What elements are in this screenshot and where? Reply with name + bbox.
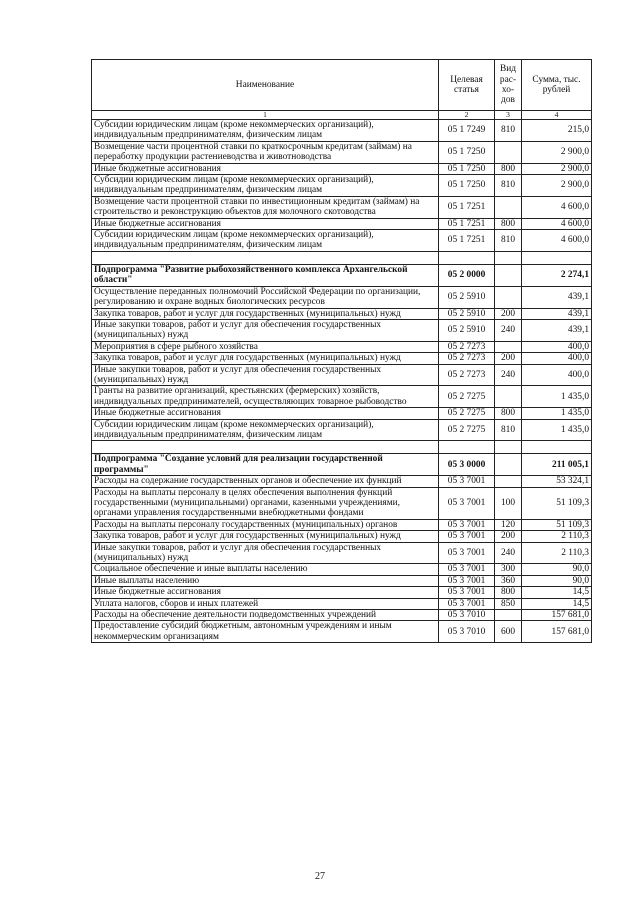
- sum-cell: 400,0: [522, 341, 592, 352]
- name-cell: Расходы на обеспечение деятельности подведомственных учреждений: [92, 610, 439, 621]
- name-cell: Субсидии юридическим лицам (кроме некоммерческих организаций), индивидуальным предпринимателям, физическим лицам: [92, 230, 439, 252]
- kind-cell: 240: [495, 319, 522, 341]
- page-number: 27: [315, 871, 325, 882]
- kind-cell: 120: [495, 519, 522, 530]
- code-cell: 05 2 7275: [439, 386, 495, 408]
- sum-cell: 53 324,1: [522, 476, 592, 487]
- table-row: [92, 386, 592, 408]
- name-cell: Возмещение части процентной ставки по инвестиционным кредитам (займам) на строительство и реконструкцию объектов для молочного скотоводства: [92, 196, 439, 218]
- kind-cell: 360: [495, 575, 522, 586]
- column-number: 2: [439, 111, 495, 120]
- sum-cell: 51 109,3: [522, 487, 592, 519]
- kind-cell: 240: [495, 542, 522, 564]
- spacer-row: [92, 441, 592, 454]
- code-cell: 05 2 7275: [439, 419, 495, 441]
- code-cell: 05 1 7251: [439, 230, 495, 252]
- header-kind: Вид рас-хо-дов: [495, 60, 522, 111]
- name-cell: Иные закупки товаров, работ и услуг для обеспечения государственных (муниципальных) нужд: [92, 319, 439, 341]
- header-name: Наименование: [92, 60, 439, 111]
- kind-cell: 300: [495, 564, 522, 575]
- table-row: [92, 419, 592, 441]
- sum-cell: 4 600,0: [522, 218, 592, 229]
- kind-cell: 240: [495, 364, 522, 386]
- name-cell: Возмещение части процентной ставки по краткосрочным кредитам (займам) на переработку продукции растениеводства и животноводства: [92, 141, 439, 163]
- name-cell: Иные бюджетные ассигнования: [92, 218, 439, 229]
- kind-cell: [495, 476, 522, 487]
- header-sum: Сумма, тыс. рублей: [522, 60, 592, 111]
- kind-cell: [495, 286, 522, 308]
- name-cell: Субсидии юридическим лицам (кроме некоммерческих организаций), индивидуальным предпринимателям, физическим лицам: [92, 120, 439, 142]
- name-cell: Закупка товаров, работ и услуг для государственных (муниципальных) нужд: [92, 531, 439, 542]
- table-row: [92, 218, 592, 229]
- code-cell: 05 2 5910: [439, 308, 495, 319]
- sum-cell: 439,1: [522, 319, 592, 341]
- code-cell: 05 2 5910: [439, 286, 495, 308]
- empty-cell: [495, 441, 522, 454]
- table-row: [92, 408, 592, 419]
- table-row: [92, 621, 592, 643]
- code-cell: 05 3 7001: [439, 564, 495, 575]
- column-number: 1: [92, 111, 439, 120]
- table-body: [92, 120, 592, 643]
- sum-cell: 2 274,1: [522, 264, 592, 286]
- sum-cell: 400,0: [522, 364, 592, 386]
- sum-cell: 157 681,0: [522, 610, 592, 621]
- kind-cell: 100: [495, 487, 522, 519]
- name-cell: Подпрограмма "Развитие рыбохозяйственного комплекса Архангельской области": [92, 264, 439, 286]
- kind-cell: [495, 454, 522, 476]
- sum-cell: 2 900,0: [522, 141, 592, 163]
- table-row: [92, 476, 592, 487]
- table-row: [92, 542, 592, 564]
- code-cell: 05 3 7001: [439, 598, 495, 609]
- table-row: [92, 120, 592, 142]
- name-cell: Расходы на выплаты персоналу в целях обеспечения выполнения функций государственными (муниципальными) органами, казенными учреждениями, органами управления государственными внебюджетными фондами: [92, 487, 439, 519]
- table-row: [92, 230, 592, 252]
- name-cell: Иные бюджетные ассигнования: [92, 163, 439, 174]
- name-cell: Закупка товаров, работ и услуг для государственных (муниципальных) нужд: [92, 308, 439, 319]
- name-cell: Осуществление переданных полномочий Российской Федерации по организации, регулированию и охране водных биологических ресурсов: [92, 286, 439, 308]
- name-cell: Иные бюджетные ассигнования: [92, 408, 439, 419]
- code-cell: 05 1 7251: [439, 218, 495, 229]
- kind-cell: 600: [495, 621, 522, 643]
- sum-cell: 439,1: [522, 308, 592, 319]
- table-row: [92, 341, 592, 352]
- column-number: 3: [495, 111, 522, 120]
- sum-cell: 2 110,3: [522, 531, 592, 542]
- name-cell: Иные бюджетные ассигнования: [92, 587, 439, 598]
- sum-cell: 157 681,0: [522, 621, 592, 643]
- kind-cell: [495, 141, 522, 163]
- table-row: [92, 319, 592, 341]
- name-cell: Иные выплаты населению: [92, 575, 439, 586]
- sum-cell: 211 005,1: [522, 454, 592, 476]
- table-row: [92, 286, 592, 308]
- name-cell: Субсидии юридическим лицам (кроме некоммерческих организаций), индивидуальным предпринимателям, физическим лицам: [92, 419, 439, 441]
- empty-cell: [92, 251, 439, 264]
- code-cell: 05 3 7001: [439, 531, 495, 542]
- name-cell: Расходы на содержание государственных органов и обеспечение их функций: [92, 476, 439, 487]
- code-cell: 05 2 7273: [439, 364, 495, 386]
- sum-cell: 51 109,3: [522, 519, 592, 530]
- sum-cell: 1 435,0: [522, 408, 592, 419]
- sum-cell: 1 435,0: [522, 419, 592, 441]
- empty-cell: [439, 441, 495, 454]
- table-row: [92, 610, 592, 621]
- code-cell: 05 3 0000: [439, 454, 495, 476]
- code-cell: 05 1 7250: [439, 163, 495, 174]
- code-cell: 05 3 7001: [439, 575, 495, 586]
- name-cell: Расходы на выплаты персоналу государственных (муниципальных) органов: [92, 519, 439, 530]
- table-row: [92, 175, 592, 197]
- kind-cell: 200: [495, 531, 522, 542]
- table-row: [92, 308, 592, 319]
- kind-cell: [495, 610, 522, 621]
- empty-cell: [92, 441, 439, 454]
- kind-cell: 810: [495, 419, 522, 441]
- kind-cell: 800: [495, 218, 522, 229]
- sum-cell: 14,5: [522, 587, 592, 598]
- code-cell: 05 2 0000: [439, 264, 495, 286]
- header-code: Целевая статья: [439, 60, 495, 111]
- sum-cell: 90,0: [522, 564, 592, 575]
- subprogram-row: [92, 454, 592, 476]
- table-row: [92, 196, 592, 218]
- code-cell: 05 3 7001: [439, 519, 495, 530]
- table-row: [92, 531, 592, 542]
- name-cell: Иные закупки товаров, работ и услуг для обеспечения государственных (муниципальных) нужд: [92, 542, 439, 564]
- code-cell: 05 1 7251: [439, 196, 495, 218]
- code-cell: 05 1 7250: [439, 175, 495, 197]
- subprogram-row: [92, 264, 592, 286]
- table-row: [92, 519, 592, 530]
- table-row: [92, 564, 592, 575]
- kind-cell: 810: [495, 175, 522, 197]
- table-row: [92, 163, 592, 174]
- table-row: [92, 587, 592, 598]
- code-cell: 05 3 7001: [439, 587, 495, 598]
- header-row: [92, 60, 592, 111]
- sum-cell: 4 600,0: [522, 230, 592, 252]
- budget-table: [91, 59, 592, 643]
- table-row: [92, 598, 592, 609]
- empty-cell: [522, 251, 592, 264]
- kind-cell: 810: [495, 230, 522, 252]
- code-cell: 05 3 7010: [439, 610, 495, 621]
- table-row: [92, 487, 592, 519]
- kind-cell: 810: [495, 120, 522, 142]
- sum-cell: 2 900,0: [522, 163, 592, 174]
- table-row: [92, 353, 592, 364]
- name-cell: Социальное обеспечение и иные выплаты населению: [92, 564, 439, 575]
- kind-cell: 800: [495, 163, 522, 174]
- sum-cell: 215,0: [522, 120, 592, 142]
- code-cell: 05 2 7273: [439, 341, 495, 352]
- kind-cell: [495, 386, 522, 408]
- name-cell: Уплата налогов, сборов и иных платежей: [92, 598, 439, 609]
- sum-cell: 2 110,3: [522, 542, 592, 564]
- kind-cell: 800: [495, 587, 522, 598]
- sum-cell: 439,1: [522, 286, 592, 308]
- name-cell: Гранты на развитие организаций, крестьянских (фермерских) хозяйств, индивидуальных предпринимателей, осуществляющих товарное рыбоводство: [92, 386, 439, 408]
- sum-cell: 90,0: [522, 575, 592, 586]
- name-cell: Иные закупки товаров, работ и услуг для обеспечения государственных (муниципальных) нужд: [92, 364, 439, 386]
- sum-cell: 400,0: [522, 353, 592, 364]
- code-cell: 05 1 7249: [439, 120, 495, 142]
- code-cell: 05 2 7275: [439, 408, 495, 419]
- table-row: [92, 364, 592, 386]
- sum-cell: 2 900,0: [522, 175, 592, 197]
- code-cell: 05 3 7001: [439, 476, 495, 487]
- empty-cell: [522, 441, 592, 454]
- kind-cell: 200: [495, 353, 522, 364]
- sum-cell: 14,5: [522, 598, 592, 609]
- spacer-row: [92, 251, 592, 264]
- code-cell: 05 3 7010: [439, 621, 495, 643]
- kind-cell: 200: [495, 308, 522, 319]
- name-cell: Мероприятия в сфере рыбного хозяйства: [92, 341, 439, 352]
- code-cell: 05 2 7273: [439, 353, 495, 364]
- kind-cell: 800: [495, 408, 522, 419]
- name-cell: Закупка товаров, работ и услуг для государственных (муниципальных) нужд: [92, 353, 439, 364]
- kind-cell: [495, 341, 522, 352]
- column-number-row: [92, 111, 592, 120]
- empty-cell: [439, 251, 495, 264]
- column-number: 4: [522, 111, 592, 120]
- kind-cell: 850: [495, 598, 522, 609]
- table-row: [92, 141, 592, 163]
- kind-cell: [495, 196, 522, 218]
- empty-cell: [495, 251, 522, 264]
- sum-cell: 4 600,0: [522, 196, 592, 218]
- sum-cell: 1 435,0: [522, 386, 592, 408]
- code-cell: 05 3 7001: [439, 542, 495, 564]
- name-cell: Подпрограмма "Создание условий для реализации государственной программы": [92, 454, 439, 476]
- name-cell: Предоставление субсидий бюджетным, автономным учреждениям и иным некоммерческим организациям: [92, 621, 439, 643]
- table-row: [92, 575, 592, 586]
- code-cell: 05 3 7001: [439, 487, 495, 519]
- kind-cell: [495, 264, 522, 286]
- code-cell: 05 2 5910: [439, 319, 495, 341]
- code-cell: 05 1 7250: [439, 141, 495, 163]
- name-cell: Субсидии юридическим лицам (кроме некоммерческих организаций), индивидуальным предпринимателям, физическим лицам: [92, 175, 439, 197]
